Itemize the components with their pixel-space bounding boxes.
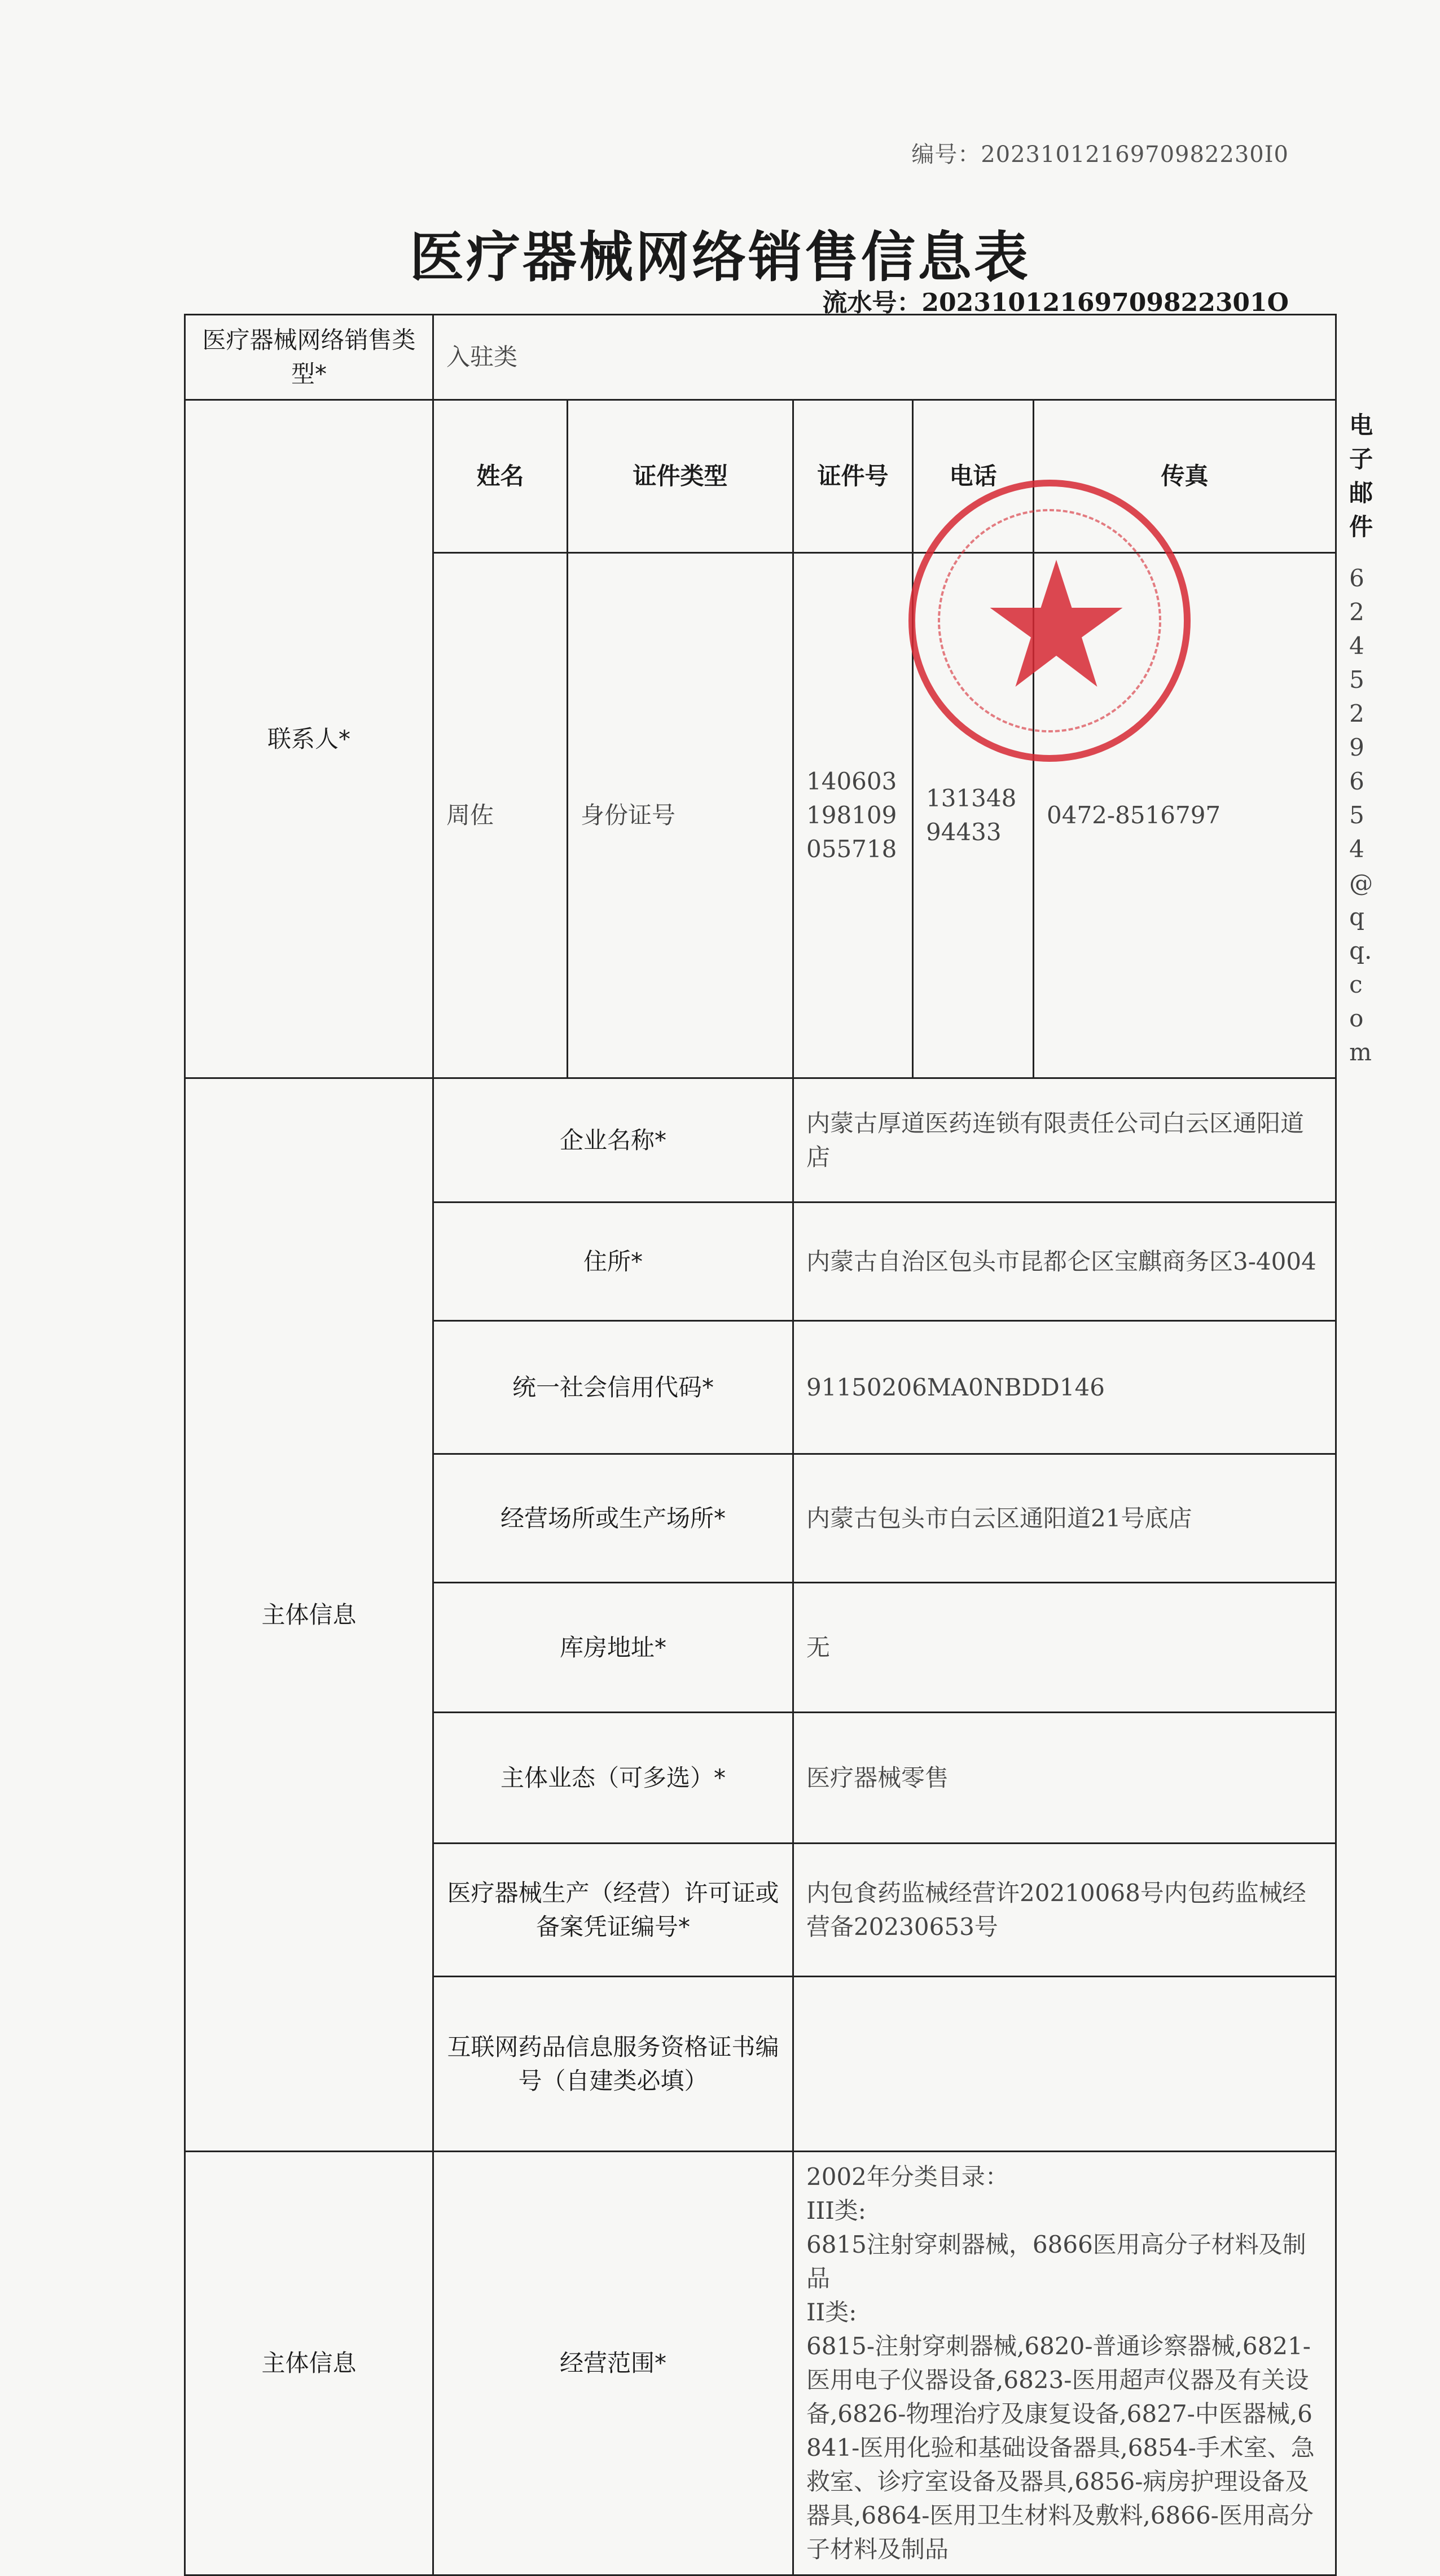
contact-header-name: 姓名 xyxy=(433,400,568,553)
flow-number: 流水号：20231012169709822301O xyxy=(822,288,1289,317)
contact-id-type: 身份证号 xyxy=(568,553,793,1078)
internet-cert-label: 互联网药品信息服务资格证书编号（自建类必填） xyxy=(433,1977,793,2152)
contact-fax: 0472-8516797 xyxy=(1034,553,1336,1078)
warehouse-address-value: 无 xyxy=(793,1583,1336,1713)
scope-section-label: 主体信息 xyxy=(185,2152,433,2575)
business-format-label: 主体业态（可多选）* xyxy=(433,1713,793,1844)
residence-value: 内蒙古自治区包头市昆都仑区宝麒商务区3-4004 xyxy=(793,1203,1336,1321)
contact-name: 周佐 xyxy=(433,553,568,1078)
credit-code-value: 91150206MA0NBDD146 xyxy=(793,1321,1336,1454)
contact-header-id-number: 证件号 xyxy=(793,400,913,553)
scope-line: III类: xyxy=(806,2197,866,2224)
residence-label: 住所* xyxy=(433,1203,793,1321)
subject-row xyxy=(185,1078,1336,1203)
page-title: 医疗器械网络销售信息表 xyxy=(410,226,1030,289)
company-name-value: 内蒙古厚道医药连锁有限责任公司白云区通阳道店 xyxy=(793,1078,1336,1203)
contact-phone: 13134894433 xyxy=(913,553,1034,1078)
contact-id-number: 140603198109055718 xyxy=(793,553,913,1078)
scope-line: II类: xyxy=(806,2298,857,2326)
sale-type-value: 入驻类 xyxy=(433,315,1336,400)
contact-label: 联系人* xyxy=(185,400,433,1078)
contact-header-fax: 传真 xyxy=(1034,400,1336,553)
scope-line: 6815-注射穿刺器械,6820-普通诊察器械,6821-医用电子仪器设备,6823-医用超声仪器及有关设备,6826-物理治疗及康复设备,6827-中医器械,6841-医用化验和基础设备器具,6854-手术室、急救室、诊疗室设备及器具,6856-病房护理设备及器具,6864-医用卫生材料及敷料,6866-医用高分子材料及制品 xyxy=(806,2332,1315,2563)
sale-type-row xyxy=(185,315,1336,400)
license-number-value: 内包食药监械经营许20210068号内包药监械经营备20230653号 xyxy=(793,1844,1336,1977)
contact-header-id-type: 证件类型 xyxy=(568,400,793,553)
contact-header-phone: 电话 xyxy=(913,400,1034,553)
business-premises-label: 经营场所或生产场所* xyxy=(433,1454,793,1583)
contact-header-row: 联系人* 姓名 证件类型 证件号 电话 传真 电子邮件 xyxy=(185,400,1336,553)
credit-code-label: 统一社会信用代码* xyxy=(433,1321,793,1454)
business-scope-label: 经营范围* xyxy=(433,2152,793,2575)
business-format-value: 医疗器械零售 xyxy=(793,1713,1336,1844)
warehouse-address-label: 库房地址* xyxy=(433,1583,793,1713)
company-name-label: 企业名称* xyxy=(433,1078,793,1203)
contact-value-row: 周佐 身份证号 140603198109055718 13134894433 0472-8516797 624529654@qq.com xyxy=(185,553,1336,1078)
serial-number: 编号：2023101216970982230I0 xyxy=(911,142,1289,168)
scope-line: 6815注射穿刺器械，6866医用高分子材料及制品 xyxy=(806,2231,1306,2292)
sale-type-label: 医疗器械网络销售类型* xyxy=(185,315,433,400)
scope-line: 2002年分类目录： xyxy=(806,2163,1009,2191)
subject-label: 主体信息 xyxy=(185,1078,433,2152)
info-table xyxy=(184,314,1373,2576)
business-premises-value: 内蒙古包头市白云区通阳道21号底店 xyxy=(793,1454,1336,1583)
business-scope-value xyxy=(793,2152,1336,2575)
internet-cert-value xyxy=(793,1977,1336,2152)
scope-row xyxy=(185,2152,1336,2575)
license-number-label: 医疗器械生产（经营）许可证或备案凭证编号* xyxy=(433,1844,793,1977)
